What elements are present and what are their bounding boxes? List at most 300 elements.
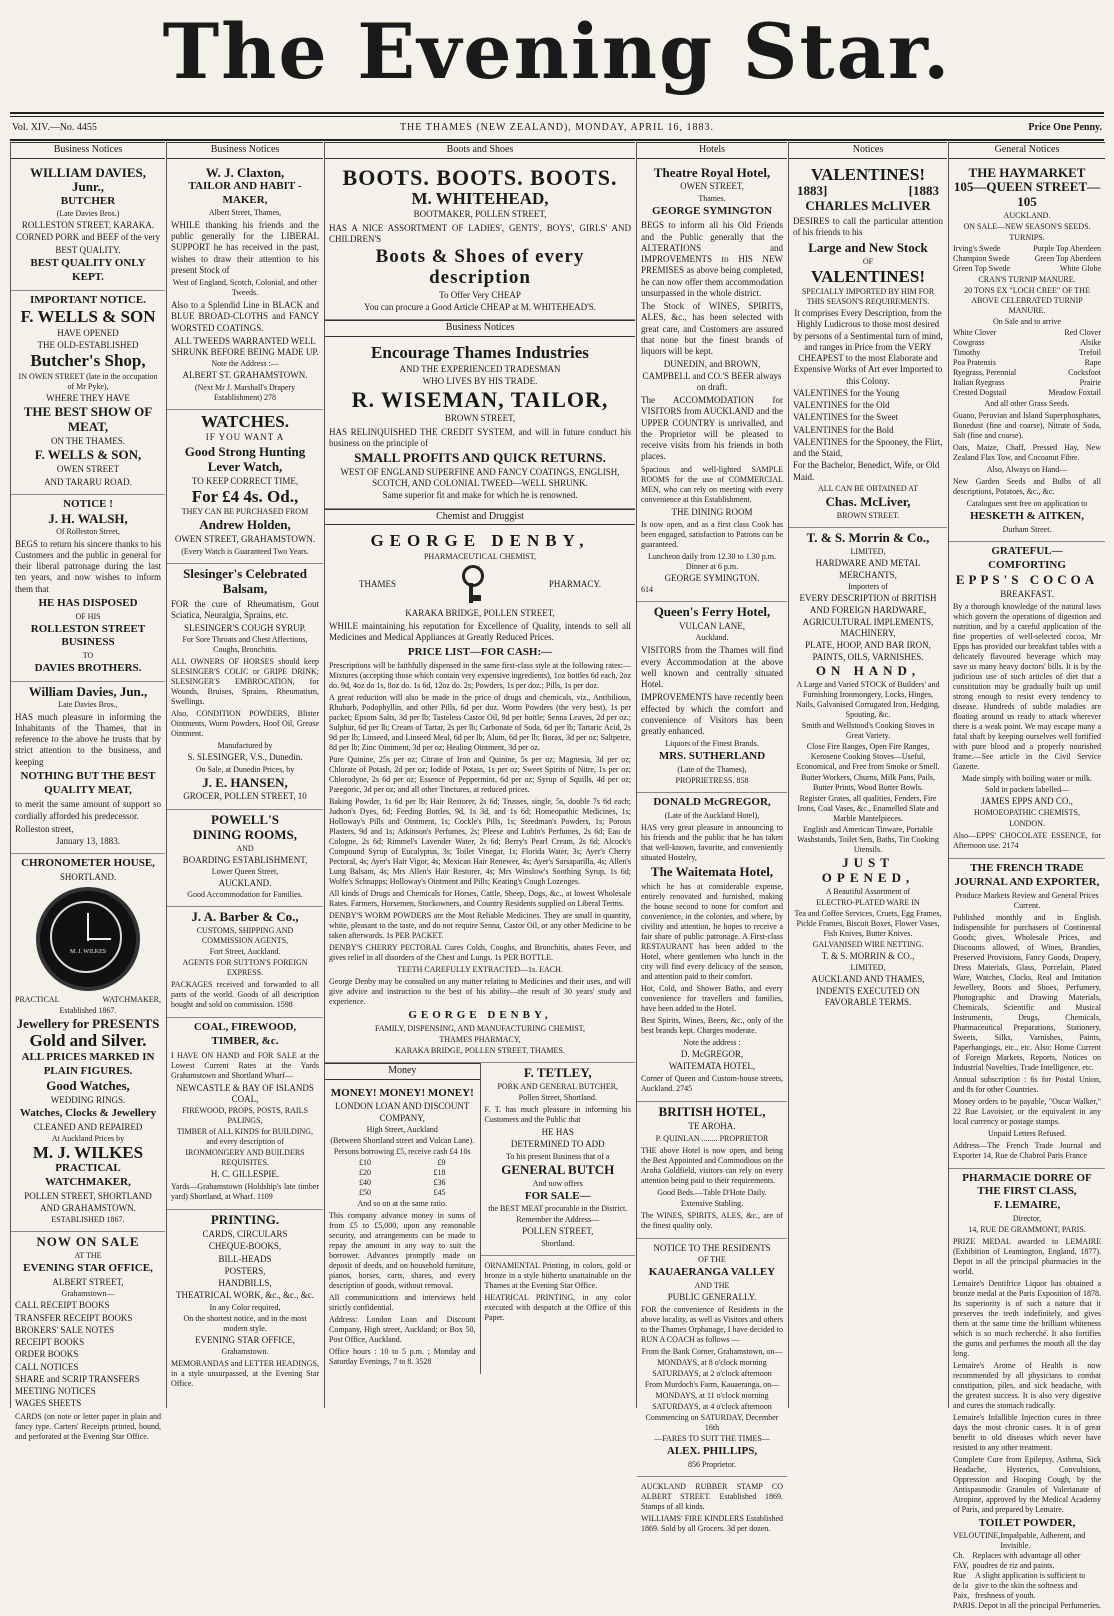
- powder-text: A slight application is sufficient to give to the skin the softness and freshness of youth.: [975, 1570, 1086, 1600]
- ad-line: AND THE EXPERIENCED TRADESMAN: [399, 363, 561, 374]
- ad-line: (Late of the Thames),: [677, 765, 747, 775]
- ad-heading: T. & S. Morrin & Co.,: [806, 529, 930, 545]
- ad-line: Close Fire Ranges, Open Fire Ranges, Kerosene Cooking Stoves—Useful, Economical, and Free from Smoke or Smell.: [796, 741, 940, 771]
- column-4: [636, 142, 787, 1533]
- ad-line: TO KEEP CORRECT TIME,: [191, 475, 299, 486]
- ad-line: KAUAERANGA VALLEY: [648, 1265, 776, 1278]
- ad-line: TO: [82, 651, 94, 660]
- ad-line: HANDBILLS,: [218, 1278, 272, 1289]
- ad-text: DENBY'S CHERRY PECTORAL Cures Colds, Coughs, and Bronchitis, abates Fever, and gives relief in all disorders of the Chest and Lungs. 1s PER BOTTLE.: [329, 943, 631, 963]
- ad-line: Chas. McLiver,: [825, 493, 911, 509]
- price-list-heading: PRICE LIST—FOR CASH:—: [407, 645, 553, 658]
- ad-line: IRONMONGERY AND BUILDERS REQUISITES.: [185, 1148, 305, 1167]
- ad-morrin-hardware: [789, 528, 947, 1015]
- ad-line: PLATE, HOOP, AND BAR IRON, PAINTS, OILS, VARNISHES.: [805, 640, 931, 662]
- ad-line: F. WELLS & SON,: [34, 447, 142, 463]
- ad-line: PRACTICAL WATCHMAKER,: [45, 1162, 131, 1189]
- ad-line: Commencing on SATURDAY, December 16th: [645, 1412, 779, 1432]
- seed-name: Green Top Swede: [953, 264, 1011, 274]
- ad-address: KARAKA BRIDGE, POLLEN STREET,: [405, 607, 555, 618]
- newspaper-title: The Evening Star.: [162, 7, 952, 96]
- list-item: CALL NOTICES: [15, 1361, 79, 1372]
- powder-text: Impalpable, Adherent, and Invisible.: [1000, 1530, 1086, 1550]
- ad-name: William Davies, Jun.,: [28, 683, 148, 699]
- ad-line: Good Watches,: [46, 1077, 130, 1093]
- ad-line: 14, RUE DE GRAMMONT, PARIS.: [968, 1224, 1086, 1234]
- ad-line: Extensive Stabling.: [680, 1198, 744, 1208]
- ad-line: CLEANED AND REPAIRED: [33, 1121, 143, 1132]
- masthead-rule-bottom: [10, 116, 1104, 117]
- list-item: CALL RECEIPT BOOKS: [15, 1300, 110, 1311]
- ad-name: CHARLES McLIVER: [805, 198, 931, 214]
- ad-heading: VALENTINES!: [810, 164, 925, 184]
- ad-name: R. WISEMAN, TAILOR,: [351, 387, 609, 413]
- ad-line: ALEX. PHILLIPS,: [666, 1444, 758, 1457]
- ad-line: VULCAN LANE,: [679, 621, 745, 632]
- column-2: [166, 142, 323, 1408]
- ad-line: (Late of the Auckland Hotel),: [664, 810, 760, 820]
- seed-row: [953, 254, 1101, 264]
- ad-powell-dining: [167, 810, 323, 907]
- ad-text: All kinds of Drugs and Chemicals for Horses, Cattle, Sheep, Dogs, &c., at lowest Wholesale Rates. Farmers, Horsemen, Stockowners, and Country Residents supplied on Liberal Terms.: [329, 889, 631, 909]
- powder-label: Rue de la Paix,: [953, 1570, 970, 1600]
- column-5: [788, 142, 947, 1408]
- ad-line: And so on at the same ratio.: [357, 1198, 448, 1208]
- ad-line: ALBERT ST. GRAHAMSTOWN.: [182, 370, 308, 381]
- ad-line: High Street, Auckland: [366, 1124, 438, 1134]
- list-item: TRANSFER RECEIPT BOOKS: [15, 1312, 133, 1323]
- ad-line: Smith and Wellstood's Cooking Stoves in Great Variety.: [801, 720, 935, 740]
- ad-line: Lemaire's Infallible Injection cures in three days the most chronic cases. It is of great benefit to old diseases which never have resisted to any other treatment.: [953, 1412, 1101, 1452]
- ad-line: BILL-HEADS: [218, 1253, 272, 1264]
- ad-line: You can procure a Good Article CHEAP at M. WHITEHEAD'S.: [364, 302, 596, 313]
- ad-line: ESTABLISHED 1867.: [51, 1215, 125, 1225]
- ad-line: DUNEDIN, and BROWN, CAMPBELL and CO.'S BEER always on draft.: [642, 359, 782, 392]
- section-header: Money: [325, 1063, 480, 1080]
- ad-name: J. H. WALSH,: [48, 510, 128, 526]
- list-item: For the Bachelor, Benedict, Wife, or Old Maid.: [793, 460, 940, 482]
- ad-line: NOTHING BUT THE BEST: [20, 769, 156, 782]
- price: Price One Penny.: [1028, 122, 1102, 133]
- ad-line: JAMES EPPS AND CO.,: [981, 795, 1073, 806]
- seed-name: White Clover: [953, 328, 997, 338]
- ad-line: FAMILY, DISPENSING, AND MANUFACTURING CHEMIST,: [375, 1024, 585, 1034]
- ad-name: J. E. HANSEN,: [202, 774, 288, 790]
- ad-line: It comprises Every Description, from the Highly Ludicrous to those most desired by persons of a Sentimental turn of mind, and ranges in Price from the VERY CHEAPEST to the most Elaborate and Expensive Works of Art ever Imported to this Colony.: [793, 308, 943, 386]
- ad-line: AGRICULTURAL IMPLEMENTS, MACHINERY,: [802, 616, 934, 639]
- ad-rubber-stamp: [637, 1477, 787, 1541]
- ad-line: 614: [641, 585, 653, 595]
- ad-heading: Queen's Ferry Hotel,: [653, 604, 771, 620]
- ad-line: Complete Cure from Epilepsy, Asthma, Sick Headache, Hysterics, Convulsions, Oppression and Hooping Cough, by the Antispasmodic Granules of Valerianate of Atropine, approved by the Medical Academy of Paris, and prepared by Lemaire.: [953, 1454, 1101, 1514]
- ad-line: AND THE: [694, 1280, 730, 1290]
- ad-line: Thames.: [698, 193, 726, 203]
- list-item: VALENTINES for the Spooney, the Flirt, and the Staid,: [793, 436, 943, 459]
- seed-name: Champion Swede: [953, 254, 1010, 264]
- ad-line: AGENTS FOR SUTTON'S FOREIGN EXPRESS.: [182, 958, 308, 977]
- ad-line: Same superior fit and make for which he is renowned.: [382, 490, 578, 501]
- ad-line: HARDWARE AND METAL: [815, 557, 921, 568]
- loan-row: [329, 1178, 476, 1188]
- ad-line: Tea and Coffee Services, Cruets, Egg Frames, Pickle Frames, Biscuit Boxes, Flower Vases, Fish Knives, Butter Knives.: [794, 908, 942, 938]
- ad-line: Office hours : 10 to 5 p.m. ; Monday and Saturday Evenings, 7 to 8. 3528: [329, 1346, 476, 1366]
- ad-line: To his present Business that of a: [506, 1151, 610, 1161]
- key-icon: [457, 565, 487, 605]
- ad-line: 20 TONS EX "LOCH CREE" OF THE ABOVE CELEBRATED TURNIP MANURE.: [964, 286, 1090, 316]
- ad-line: Note the address :: [683, 1037, 741, 1047]
- ad-line: Persons borrowing £5, receive cash £4 10s: [333, 1146, 471, 1156]
- ad-line: GALVANISED WIRE NETTING.: [812, 939, 924, 949]
- ad-line: Also, CONDITION POWDERS, Blister Ointments, Worm Powders, Hoof Oil, Grease Ointment.: [171, 709, 319, 739]
- ad-line: Shortland.: [541, 1238, 575, 1248]
- seed-name: White Globe: [1059, 264, 1101, 274]
- ad-line: MRS. SUTHERLAND: [658, 750, 766, 763]
- ad-line: MONDAYS, at 11 o'clock morning: [655, 1390, 769, 1400]
- ad-name: F. LEMAIRE,: [993, 1199, 1061, 1211]
- seed-name: Prairie: [1079, 378, 1101, 388]
- ad-line: (Every Watch is Guaranteed Two Years.: [181, 546, 309, 556]
- ad-text: FOR the convenience of Residents in the above locality, as well as Visitors and others to the Thames Orphanage, I have decided to RUN A COACH as follows —: [641, 1304, 783, 1344]
- seed-name: Meadow Foxtail: [1048, 388, 1101, 398]
- ad-text: I HAVE ON HAND and FOR SALE at the Lowest Current Rates at the Yards Grahamstown and Shortland Wharf—: [171, 1050, 319, 1080]
- ad-line: BREAKFAST.: [1000, 588, 1054, 599]
- ad-heading: MONEY! MONEY! MONEY!: [330, 1086, 474, 1099]
- ad-line: OF THE: [698, 1254, 726, 1264]
- ad-line: Grahamstown—: [61, 1289, 115, 1299]
- ad-line: All communications and interviews held strictly confidential.: [329, 1292, 476, 1312]
- ad-denby-chemist: [325, 529, 635, 1063]
- ad-line: ROLLESTON STREET BUSINESS: [30, 622, 146, 649]
- ad-text: BEGS to return his sincere thanks to his Customers and the public in general for their liberal patronage during the last ten years, and now wishes to inform them that: [15, 538, 161, 594]
- ad-line: SLESINGER'S COUGH SYRUP.: [184, 623, 306, 633]
- clock-icon: [36, 887, 140, 991]
- seed-row: [953, 368, 1101, 378]
- ad-line: EVENING STAR OFFICE,: [194, 1334, 296, 1345]
- ad-line: New Garden Seeds and Bulbs of all descriptions, Potatoes, &c., &c.: [953, 477, 1101, 497]
- ad-line: ALL OWNERS OF HORSES should keep SLESINGER'S COLIC or GRIPE DRINK; SLESINGER'S EMBROCATION, for Wounds, Bruises, Sprains, Rheumatism, Swellings.: [171, 657, 319, 707]
- ad-line: The ACCOMMODATION for VISITORS from AUCKLAND and the UPPER COUNTRY is unrivalled, and the Proprietor will be pleased to receive visits from his friends in both places.: [641, 395, 783, 462]
- ad-line: Gold and Silver.: [29, 1031, 147, 1051]
- ad-line: A Beautiful Assortment of: [825, 886, 911, 896]
- ad-coal-firewood: [167, 1018, 323, 1210]
- ad-text: This company advance money in sums of from £5 to £5,000, upon any reasonable security, and arrangements can be made to repay the amount in any way to suit the borrower. Advances promptly made on deposit of deeds, and on household furniture, pianos, horses, carts, shares, and every description of goods, without removal.: [329, 1210, 476, 1290]
- ad-wiseman-tailor: [325, 341, 635, 509]
- ad-line: GROCER, POLLEN STREET, 10: [183, 791, 307, 802]
- ad-heading: BRITISH HOTEL,: [658, 1104, 766, 1120]
- ad-price: For £4 4s. Od.,: [191, 486, 299, 506]
- ad-trade: BUTCHER: [60, 195, 116, 208]
- ad-line: Good Beds.—Table D'Hote Daily.: [657, 1187, 767, 1197]
- ad-line: HE HAS DISPOSED: [38, 596, 138, 609]
- ad-line: ALL PRICES MARKED IN PLAIN FIGURES.: [21, 1051, 155, 1077]
- ad-line: BROWN STREET.: [836, 510, 900, 520]
- ad-line: MEMORANDAS and LETTER HEADINGS, in a style unsurpassed, at the Evening Star Office.: [171, 1358, 319, 1388]
- ad-line: Corner of Queen and Custom-house streets, Auckland. 2745: [641, 1074, 783, 1094]
- ad-line: West of England, Scotch, Colonial, and other Tweeds.: [172, 278, 318, 298]
- loan-cash: £9: [437, 1157, 446, 1167]
- ad-line: Spacious and well-lighted SAMPLE ROOMS for the use of COMMERCIAL MEN, who can rely on meeting with every convenience at this Establishment.: [641, 464, 783, 504]
- ad-wilkes-watchmaker: [11, 854, 165, 1232]
- ad-address: Of Rolleston Street,: [56, 526, 120, 536]
- ad-line: Also—EPPS' CHOCOLATE ESSENCE, for Afternoon use. 2174: [953, 831, 1101, 850]
- ad-trade: BOOTMAKER, POLLEN STREET,: [413, 209, 547, 220]
- year-row: [793, 184, 943, 199]
- ad-walsh-notice: [11, 495, 165, 682]
- ad-line: BEST QUALITY.: [55, 244, 121, 255]
- ad-wells-butcher: [11, 291, 165, 494]
- column-header: Boots and Shoes: [325, 142, 635, 159]
- ad-printing: [167, 1210, 323, 1396]
- column-header: Notices: [789, 142, 947, 159]
- ad-line: WHO LIVES BY HIS TRADE.: [422, 375, 538, 386]
- ad-line: Butter Workers, Churns, Milk Pans, Pails, Butter Prints, Wood Butter Bowls.: [800, 772, 936, 792]
- ad-text: FOR the cure of Rheumatism, Gout Sciatica, Neuralgia, Sprains, etc.: [171, 598, 319, 620]
- ad-line: PRIZE MEDAL awarded to LEMAIRE (Exhibition of Leamington, England, 1877). Depot in all the principal pharmacies in the world.: [953, 1236, 1101, 1276]
- seed-row: [953, 328, 1101, 338]
- place-date: THE THAMES (NEW ZEALAND), MONDAY, APRIL 16, 1883.: [399, 122, 715, 133]
- ad-line: EPPS'S COCOA: [955, 571, 1099, 587]
- ad-line: Also, Always on Hand—: [986, 465, 1068, 475]
- list-item: VALENTINES for the Young: [793, 387, 900, 398]
- ad-line: AND: [236, 843, 254, 853]
- ad-line: HE HAS: [541, 1127, 574, 1138]
- ad-london-loan: [325, 1084, 480, 1374]
- ad-text: DESIRES to call the particular attention of his friends to his: [793, 216, 943, 238]
- ad-line: HESKETH & AITKEN,: [969, 510, 1084, 523]
- ad-heading: IMPORTANT NOTICE.: [30, 294, 146, 307]
- list-item: RECEIPT BOOKS: [15, 1337, 85, 1348]
- ad-heading: CHRONOMETER HOUSE,: [21, 857, 155, 870]
- ad-line: Liquors of the Finest Brands.: [665, 739, 759, 749]
- powder-label: VELOUTINE,: [953, 1530, 1001, 1540]
- ad-line: Grahamstown.: [221, 1346, 269, 1356]
- key-bow: [462, 565, 484, 587]
- ad-text: HAS RELINQUISHED THE CREDIT SYSTEM, and will in future conduct his business on the principle of: [329, 426, 631, 448]
- ad-line: the BEST MEAT procurable in the District.: [488, 1204, 628, 1214]
- ad-line: To Offer Very CHEAP: [439, 289, 521, 300]
- ad-name: Andrew Holden,: [199, 517, 291, 533]
- ad-line: OWEN STREET,: [680, 181, 744, 192]
- ad-line: CHEQUE-BOOKS,: [208, 1241, 282, 1252]
- ad-line: THAMES PHARMACY,: [439, 1035, 521, 1045]
- powder-text: Depot in all the principal Perfumeries.: [978, 1600, 1101, 1610]
- ad-line: THE BEST SHOW OF: [23, 404, 153, 420]
- ad-line: English and American Tinware, Portable Washstands, Toilet Sets, Baths, Tin Cooking Utensils.: [797, 824, 939, 854]
- powder-label: Ch. FAY,: [953, 1550, 969, 1570]
- ad-line: HOMOEOPATHIC CHEMISTS,: [974, 808, 1080, 817]
- ad-line: S. SLESINGER, V.S., Dunedin.: [187, 752, 303, 763]
- ad-line: AUCKLAND.: [218, 877, 272, 888]
- ad-line: WHERE THEY HAVE: [46, 393, 130, 403]
- seed-name: Red Clover: [1064, 328, 1101, 338]
- ad-name: M. WHITEHEAD,: [411, 188, 549, 208]
- list-item: VALENTINES for the Sweet: [793, 412, 899, 423]
- seed-row: [953, 264, 1101, 274]
- ad-line: ELECTRO-PLATED WARE IN: [816, 897, 920, 907]
- list-item: WAGES SHEETS: [15, 1398, 82, 1409]
- clock-face: [50, 901, 122, 973]
- ad-line: —FARES TO SUIT THE TIMES—: [654, 1433, 770, 1443]
- ad-line: Large and New Stock: [808, 239, 928, 255]
- ad-watches: [167, 410, 323, 564]
- ad-line: Sold in packets labelled—: [984, 784, 1070, 794]
- ad-sub: Late Davies Bros.,: [58, 699, 118, 709]
- ad-line: And all other Grass Seeds.: [984, 399, 1070, 409]
- ad-text: VISITORS from the Thames will find every Accommodation at the above well known and centrally situated Hotel.: [641, 645, 783, 690]
- ad-claxton-tailor: [167, 163, 323, 410]
- seed-name: Rape: [1084, 358, 1101, 368]
- ad-line: AT THE: [74, 1251, 102, 1261]
- ad-heading: J. A. Barber & Co.,: [191, 909, 299, 925]
- ad-line: Money orders to be payable, "Oscar Walker," 22 Rue Lavoisier, or the equivalent in any local currency or postage stamps.: [953, 1096, 1101, 1126]
- ad-line: Rolleston street,: [15, 823, 74, 834]
- ad-line: SHORTLAND.: [59, 872, 117, 883]
- column-header: Business Notices: [11, 142, 165, 159]
- ad-line: Jewellery for PRESENTS: [16, 1016, 160, 1032]
- seed-name: Cowgrass: [953, 338, 985, 348]
- ad-line: (Next Mr J. Marshall's Drapery Establishment) 278: [194, 382, 296, 402]
- list-item: SHARE and SCRIP TRANSFERS: [15, 1373, 140, 1384]
- seed-row: [953, 244, 1101, 254]
- ad-line: OF: [862, 256, 874, 266]
- seed-name: Crested Dogstail: [953, 388, 1007, 398]
- ad-text: George Denby may be consulted on any matter relating to Medicines and their uses, and will give advice and instruction to the best of his ability—the result of 30 years' study and experience.: [329, 977, 631, 1007]
- ad-slesinger: [167, 564, 323, 810]
- ad-text: Prescriptions will be faithfully dispensed in the same first-class style at the following rates:—Mixtures (accepting those which contain very expensive ingredients), 1oz bottles 6d each, 2oz do. 9d, 4oz do 1s, 8oz do. 1s 6d, 12oz do. 2s; Powders, 1s per doz.; Pills, 1s per doz.: [329, 661, 631, 691]
- ad-line: AUCKLAND.: [1003, 211, 1051, 221]
- ad-text: CARDS (on note or letter paper in plain and fancy type. Carters' Receipts printed, bound, and perforated at the Evening Star Office.: [15, 1411, 161, 1441]
- ad-address: BROWN STREET,: [444, 413, 516, 424]
- masthead: [0, 0, 1114, 118]
- ad-line: AND GRAHAMSTOWN.: [40, 1203, 136, 1214]
- ad-heading: PHARMACIE DORRE OF THE FIRST CLASS,: [962, 1171, 1092, 1198]
- ad-heading: Slesinger's Celebrated Balsam,: [183, 565, 307, 596]
- seed-name: Cocksfoot: [1068, 368, 1101, 378]
- ad-text: PACKAGES received and forwarded to all parts of the world. Goods of all description bought and sold on commission. 1598: [171, 980, 319, 1009]
- ad-line: Address—The French Trade Journal and Exporter 14, Rue de Chabrol Paris France: [953, 1140, 1101, 1160]
- ad-line: TOILET POWDER,: [978, 1516, 1076, 1529]
- list-item: VALENTINES for the Bold: [793, 424, 894, 435]
- ad-queens-ferry: [637, 602, 787, 793]
- ad-line: Importers of: [848, 582, 888, 592]
- ad-heading: BOOTS. BOOTS. BOOTS.: [342, 164, 618, 190]
- ad-text: Lemaire's Dentifrice Liquor has obtained a bronze medal at the Paris Exposition of 1878. Its superiority is of such a nature that it preserves the teeth indefinitely, and gives them at the same time the brilliant whiteness which is so much recherché. It also fortifies the gums and perfumes the mouth all the day long.: [953, 1278, 1101, 1358]
- ad-line: INDENTS EXECUTED ON FAVORABLE TERMS.: [816, 986, 920, 1008]
- loan-cash: £45: [433, 1187, 446, 1197]
- volume-number: Vol. XIV.—No. 4455: [12, 122, 97, 133]
- ad-text: HAS A NICE ASSORTMENT OF LADIES', GENTS', BOYS', GIRLS' AND CHILDREN'S: [329, 222, 631, 244]
- ad-line: POSTERS,: [224, 1265, 266, 1276]
- ad-line: Good Accommodation for Families.: [187, 890, 303, 900]
- ad-haymarket: [949, 163, 1105, 543]
- ad-line: IN OWEN STREET (late in the occupation of Mr Pyke),: [18, 372, 158, 391]
- ad-line: Durham Street.: [1002, 525, 1052, 535]
- section-header: Chemist and Druggist: [325, 509, 635, 526]
- ad-line: WEDDING RINGS.: [50, 1094, 126, 1105]
- ad-epps-cocoa: [949, 542, 1105, 859]
- ad-text: TEETH CAREFULLY EXTRACTED—1s. EACH.: [397, 965, 563, 975]
- ad-line: PROPRIETRESS. 858: [675, 776, 749, 786]
- ad-line: Oats, Maize, Chaff, Pressed Hay, New Zealand Flax Tow, and Cocoanut Fibre.: [953, 443, 1101, 463]
- ad-text: WHILE maintaining his reputation for Excellence of Quality, intends to sell all Medicines and Medical Appliances at Greatly Reduced Prices.: [329, 621, 631, 643]
- ad-line: M. J. WILKES: [32, 1142, 144, 1162]
- ad-heading: The Waitemata Hotel,: [650, 863, 774, 879]
- seed-name: Purple Top Aberdeen: [1033, 244, 1101, 254]
- ad-line: GENERAL BUTCH: [501, 1161, 615, 1177]
- ad-line: PUBLIC GENERALLY.: [667, 1291, 757, 1302]
- ad-line: Fort Street, Auckland.: [209, 947, 281, 956]
- ad-name: GEORGE SYMINGTON: [652, 204, 772, 217]
- ad-line: FIREWOOD, PROPS, POSTS, RAILS PALINGS,: [182, 1106, 308, 1125]
- ad-line: BOARDING ESTABLISHMENT,: [182, 854, 308, 865]
- clock-hand: [87, 938, 111, 940]
- emblem-label: THAMES: [359, 579, 397, 590]
- ad-line: At Auckland Prices by: [51, 1133, 125, 1143]
- ad-printing-notes: [481, 1256, 636, 1330]
- ad-line: Manufactured by: [217, 741, 273, 751]
- ad-line: FOR SALE—: [524, 1189, 591, 1202]
- ad-line: Produce Markets Review and General Prices Current.: [955, 890, 1099, 910]
- ad-line: A Large and Varied STOCK of Builders' and Furnishing Ironmongery, Locks, Hinges, Nails, Galvanised Corrugated Iron, Hedging, Spouting, &c.: [796, 679, 940, 719]
- list-item: BROKERS' SALE NOTES: [15, 1324, 115, 1335]
- ad-text: Baking Powder, 1s 6d per lb; Hair Restorer, 2s 6d; Trusses, single, 5s, double 7s 6d each; Judson's Dyes, 6d; Feeding Bottles, 9d, 1s 3d, and 1s 6d; Homeopathic Medicines, 1s; Holloway's Pills and Ointment, 1s; Cockle's Pills, 1s; Steedman's Powders, 1s; Porous Plasters, 9d and 1s; Atkinson's Perfumes, 2s; Pleese and Lubin's Perfumes, 2s 6d; Eau de Cologne, 2s 6d; Rimmel's Lavender Water, 2s 6d; Berry's Pearl Cream, 2s 6d; Alcock's Compound Syrup of Eucalyptus, 3s; Toilet Vinegar, 1s; Florida Water, 3s; Ayer's Cherry Pectoral, 4s; Ayer's Hair Vigor, 4s; Mexican Hair Renewer, 4s; Ayer's Sarsaparilla, 4s; Allen's Lung Balsam, 4s; Mrs Allen's Hair Restorer, 4s; Mrs Winslow's Soothing Syrup, 1s 6d; Wolfe's Schnapps; Holloway's Ointment and Pills; Keating's Cough Lozenges.: [329, 797, 631, 887]
- seed-name: Ryegrass, Perennial: [953, 368, 1017, 378]
- ad-line: which he has at considerable expense, entirely renovated and furnished, making the house second to none for comfort and convenience, in the colonies, and where, by civility and attention, he hopes to receive a fair share of public patronage. A First-class RESTAURANT has been added to the Hotel, where gentlemen who lunch in the city will find every delicacy of the season, and attention paid to their comfort.: [641, 881, 783, 981]
- ad-line: KARAKA BRIDGE, POLLEN STREET, THAMES.: [395, 1046, 565, 1056]
- loan-amount: £20: [359, 1167, 371, 1177]
- ad-line: Best Spirits, Wines, Beers, &c., only of the best brands kept. Charges moderate.: [641, 1015, 783, 1035]
- ad-line: JUST OPENED,: [821, 854, 915, 885]
- ad-line: January 13, 1883.: [56, 836, 120, 847]
- ad-line: PORK AND GENERAL BUTCHER,: [497, 1082, 619, 1092]
- ad-heading: COAL, FIREWOOD, TIMBER, &c.: [193, 1021, 297, 1047]
- ad-name: F. WELLS & SON: [20, 307, 156, 327]
- ad-line: In any Color required,: [209, 1302, 281, 1312]
- ad-line: GEORGE DENBY,: [408, 1009, 552, 1022]
- ad-line: MEAT,: [67, 419, 109, 435]
- ad-line: TE AROHA.: [688, 1121, 736, 1132]
- ad-line: GEORGE SYMINGTON.: [664, 572, 760, 583]
- ad-text: DENBY'S WORM POWDERS are the Most Reliable Medicines. They are small in quantity, white, pleasant to the taste, and do not require Senna, Castor Oil, or any other Medicine to be taken afterwards. 1s PER PACKET.: [329, 911, 631, 941]
- ad-text: WHILE thanking his friends and the public generally for the LIBERAL SUPPORT he has received in the past, wishes to draw their attention to his present Stock of: [171, 219, 319, 275]
- ad-line: LIMITED,: [850, 962, 886, 972]
- ad-text: Pure Quinine, 25s per oz; Citrate of Iron and Quinine, 5s per oz; Magnesia, 3d per oz; Chlorate of Potash, 2d per oz; Iodide of Potass, 1s per oz; Sweet Spirits of Nitre, 1s per oz; Chlorodyne, 2s 6d per oz; Essence of Peppermint, 6d per oz; Syrup of Squills, 4d per oz; Paregoric, 3d per oz; and all other Tinctures, at reduced prices.: [329, 755, 631, 795]
- ad-line: DETERMINED TO ADD: [510, 1139, 605, 1150]
- ad-line: CUSTOMS, SHIPPING AND COMMISSION AGENTS,: [196, 926, 294, 945]
- ad-heading: THE FRENCH TRADE JOURNAL AND EXPORTER,: [954, 862, 1100, 888]
- section-header: Business Notices: [325, 320, 635, 337]
- column-3: [324, 142, 635, 1408]
- ad-line: THE OLD-ESTABLISHED: [37, 340, 139, 351]
- loan-amount: £40: [359, 1177, 371, 1187]
- loan-amount: £10: [359, 1157, 371, 1167]
- loan-row: [329, 1188, 476, 1198]
- ad-heading: PRINTING.: [210, 1212, 280, 1228]
- ad-line: ALL TWEEDS WARRANTED WELL SHRUNK BEFORE BEING MADE UP.: [171, 335, 319, 358]
- column-header: Business Notices: [167, 142, 323, 159]
- ad-line: Luncheon daily from 12.30 to 1.30 p.m. Dinner at 6 p.m.: [648, 551, 776, 571]
- ad-line: HAVE OPENED: [57, 327, 119, 338]
- ad-line: Note the Address :—: [211, 359, 279, 369]
- ad-line: TURNIPS.: [1009, 233, 1045, 243]
- ad-line: SATURDAYS, at 2 o'clock afternoon: [652, 1368, 772, 1378]
- loan-cash: £18: [433, 1167, 446, 1177]
- money-section: [325, 1063, 481, 1374]
- ad-valentines: [789, 163, 947, 528]
- loan-row: [329, 1158, 476, 1168]
- ad-line: CORNED PORK and BEEF of the very: [16, 232, 160, 243]
- ad-line: Established 1867.: [59, 1006, 117, 1016]
